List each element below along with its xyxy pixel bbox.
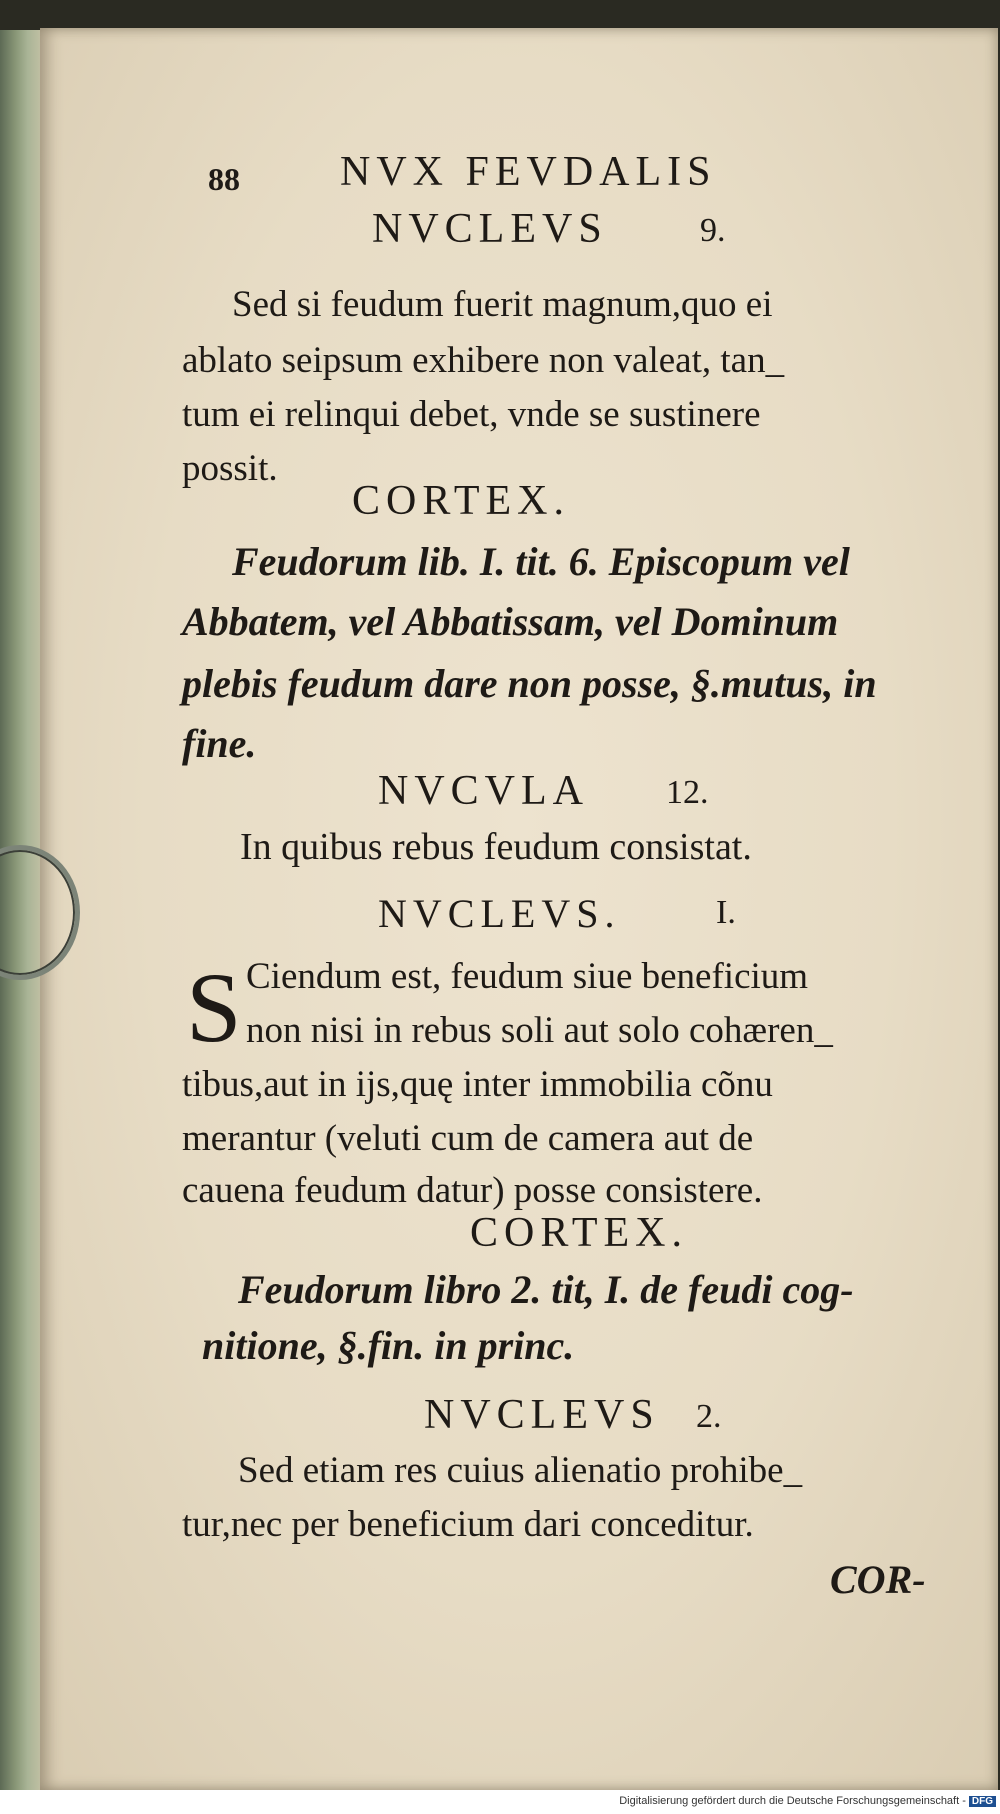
nucleus-2-line: tur,nec per beneficium dari conceditur. <box>182 1504 754 1545</box>
nucleus-2-line: Sed etiam res cuius alienatio prohibe_ <box>238 1450 803 1491</box>
cortex-2-line: nitione, §.fin. in princ. <box>202 1323 575 1368</box>
cortex-1-heading: CORTEX. <box>352 478 570 524</box>
nucleus-1-line: tibus,aut in ijs,quę inter immobilia cõnu <box>182 1064 773 1105</box>
cortex-1-line: Abbatem, vel Abbatissam, vel Dominum <box>182 599 839 644</box>
nucleus-9-heading: NVCLEVS <box>372 206 608 252</box>
page-number: 88 <box>208 161 240 197</box>
nucleus-1-number: I. <box>716 894 736 931</box>
footer-credit <box>619 1795 996 1807</box>
footer-text: Digitalisierung gefördert durch die Deutsche Forschungsgemeinschaft - <box>619 1795 966 1807</box>
dfg-logo: DFG <box>969 1796 996 1807</box>
nucleus-9-line: tum ei relinqui debet, vnde se sustinere <box>182 394 761 435</box>
drop-cap-initial: S <box>186 952 242 1063</box>
cortex-2-heading: CORTEX. <box>470 1210 688 1256</box>
cortex-2-line: Feudorum libro 2. tit, I. de feudi cog- <box>238 1267 854 1312</box>
nucleus-1-line: merantur (veluti cum de camera aut de <box>182 1118 754 1159</box>
nucula-line: In quibus rebus feudum consistat. <box>240 826 752 868</box>
cortex-1-line: fine. <box>182 721 257 766</box>
cortex-1-line: Feudorum lib. I. tit. 6. Episcopum vel <box>232 539 850 584</box>
nucula-heading: NVCVLA <box>378 768 589 814</box>
nucula-number: 12. <box>666 774 709 811</box>
nucleus-1-line: non nisi in rebus soli aut solo cohæren_ <box>246 1010 833 1051</box>
nucleus-9-number: 9. <box>700 212 726 249</box>
catchword: COR- <box>830 1557 926 1602</box>
cortex-1-line: plebis feudum dare non posse, §.mutus, in <box>182 661 877 706</box>
nucleus-9-line: ablato seipsum exhibere non valeat, tan_ <box>182 340 785 381</box>
nucleus-1-heading: NVCLEVS. <box>378 891 621 936</box>
nucleus-2-number: 2. <box>696 1398 722 1435</box>
nucleus-9-line: possit. <box>182 448 278 489</box>
nucleus-9-line: Sed si feudum fuerit magnum,quo ei <box>232 284 773 325</box>
book-page <box>40 28 998 1790</box>
nucleus-2-heading: NVCLEVS <box>424 1392 660 1438</box>
nucleus-1-line: Ciendum est, feudum siue beneficium <box>246 956 809 997</box>
nucleus-1-line: cauena feudum datur) posse consistere. <box>182 1170 763 1211</box>
running-title: NVX FEVDALIS <box>340 149 717 195</box>
